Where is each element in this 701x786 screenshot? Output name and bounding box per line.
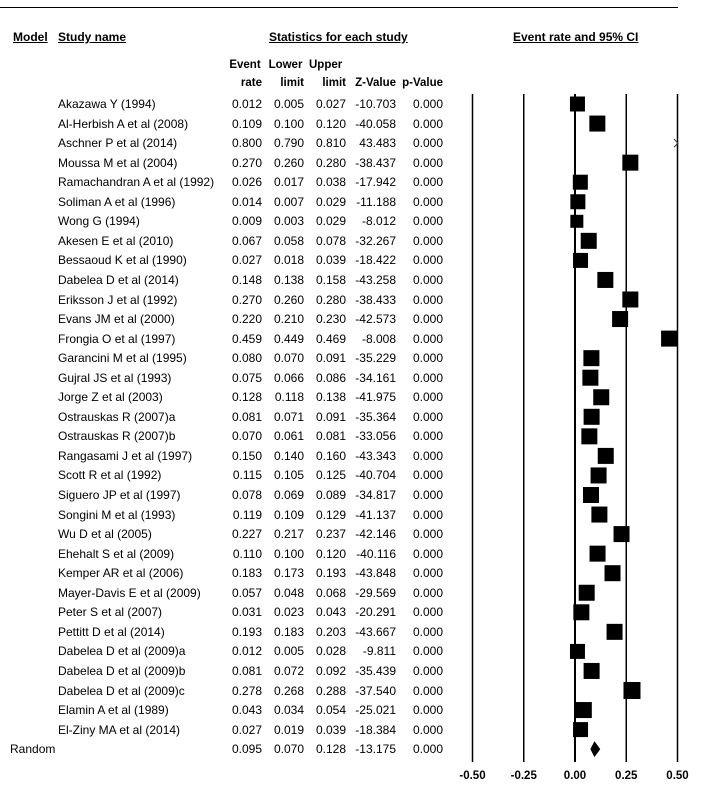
z-value-cell: -29.569 (355, 585, 396, 600)
study-name-cell: Mayer-Davis E et al (2009) (58, 585, 201, 600)
upper-limit-cell: 0.193 (315, 566, 346, 581)
upper-limit-cell: 0.091 (315, 409, 346, 424)
upper-limit-cell: 0.160 (315, 448, 346, 463)
upper-limit-cell: 0.027 (315, 97, 346, 111)
lower-limit-cell: 0.173 (273, 566, 304, 581)
header-model: Model (13, 30, 48, 44)
z-value-cell: -34.817 (355, 488, 396, 502)
study-name-cell: Akazawa Y (1994) (58, 97, 156, 111)
event-rate-cell: 0.110 (232, 546, 262, 561)
study-name-cell: Ostrauskas R (2007)b (58, 429, 176, 444)
upper-limit-cell: 0.086 (315, 370, 346, 385)
upper-limit-cell: 0.125 (315, 468, 346, 483)
lower-limit-cell: 0.071 (273, 409, 304, 424)
lower-limit-cell: 0.100 (273, 546, 304, 561)
lower-limit-cell: 0.072 (273, 663, 304, 678)
z-value-cell: -10.703 (355, 97, 396, 111)
col-header-lower-line1: Lower (268, 59, 303, 71)
summary-upper-limit-cell: 0.128 (315, 742, 346, 757)
z-value-cell: -43.667 (355, 624, 396, 639)
study-marker (573, 604, 589, 620)
lower-limit-cell: 0.449 (273, 331, 304, 346)
p-value-cell: 0.000 (412, 448, 443, 463)
event-rate-cell: 0.800 (231, 136, 262, 151)
p-value-cell: 0.000 (412, 253, 443, 268)
lower-limit-cell: 0.017 (273, 175, 304, 190)
upper-limit-cell: 0.469 (315, 331, 346, 346)
z-value-cell: -35.229 (355, 351, 396, 366)
x-tick-label: 0.00 (563, 770, 587, 782)
p-value-cell: 0.000 (412, 136, 443, 151)
upper-limit-cell: 0.288 (315, 683, 346, 698)
lower-limit-cell: 0.019 (273, 722, 304, 737)
p-value-cell: 0.000 (412, 351, 443, 366)
event-rate-cell: 0.067 (231, 233, 262, 248)
z-value-cell: -35.364 (355, 409, 396, 424)
study-marker (598, 448, 614, 464)
event-rate-cell: 0.078 (231, 488, 262, 502)
col-header-event-rate-line2: rate (240, 77, 262, 89)
study-name-cell: Ramachandran A et al (1992) (58, 175, 215, 190)
study-marker (570, 215, 583, 228)
z-value-cell: 43.483 (359, 136, 396, 151)
study-name-cell: Ostrauskas R (2007)a (58, 409, 176, 424)
p-value-cell: 0.000 (412, 624, 443, 639)
summary-event-rate-cell: 0.095 (231, 742, 262, 757)
study-name-cell: Eriksson J et al (1992) (58, 292, 178, 307)
study-name-cell: Frongia O et al (1997) (58, 331, 176, 346)
study-name-cell: Soliman A et al (1996) (58, 194, 176, 209)
event-rate-cell: 0.150 (231, 448, 262, 463)
lower-limit-cell: 0.210 (273, 312, 304, 327)
lower-limit-cell: 0.034 (273, 703, 304, 718)
study-marker (591, 467, 607, 483)
event-rate-cell: 0.270 (231, 292, 262, 307)
p-value-cell: 0.000 (412, 546, 443, 561)
summary-model-cell: Random (10, 742, 56, 757)
study-marker (589, 116, 605, 132)
col-header-lower-line2: limit (280, 77, 304, 89)
study-marker (591, 507, 607, 523)
p-value-cell: 0.000 (412, 194, 443, 209)
lower-limit-cell: 0.138 (273, 272, 304, 287)
event-rate-cell: 0.270 (231, 155, 262, 170)
study-name-cell: Siguero JP et al (1997) (58, 488, 181, 502)
upper-limit-cell: 0.280 (315, 155, 346, 170)
study-marker (573, 253, 588, 268)
study-name-cell: Rangasami J et al (1997) (58, 448, 193, 463)
header-statistics: Statistics for each study (269, 30, 408, 44)
z-value-cell: -20.291 (355, 605, 396, 620)
header-plot-title: Event rate and 95% CI (513, 30, 639, 44)
study-marker (607, 624, 623, 640)
study-name-cell: Evans JM et al (2000) (58, 312, 175, 327)
lower-limit-cell: 0.790 (273, 136, 304, 151)
z-value-cell: -37.540 (355, 683, 396, 698)
upper-limit-cell: 0.129 (315, 507, 346, 522)
z-value-cell: -32.267 (355, 233, 396, 248)
upper-limit-cell: 0.089 (315, 488, 346, 502)
p-value-cell: 0.000 (412, 468, 443, 483)
upper-limit-cell: 0.028 (315, 644, 346, 659)
study-marker (570, 644, 585, 659)
study-marker (590, 546, 606, 562)
z-value-cell: -42.146 (355, 527, 396, 542)
col-header-event-rate-line1: Event (229, 59, 261, 71)
study-marker (605, 565, 621, 581)
z-value-cell: -18.422 (355, 253, 396, 268)
event-rate-cell: 0.031 (231, 605, 262, 620)
study-marker (593, 389, 609, 405)
event-rate-cell: 0.027 (231, 253, 262, 268)
lower-limit-cell: 0.140 (273, 448, 304, 463)
event-rate-cell: 0.227 (231, 527, 262, 542)
z-value-cell: -42.573 (355, 312, 396, 327)
p-value-cell: 0.000 (412, 331, 443, 346)
z-value-cell: -40.704 (355, 468, 396, 483)
p-value-cell: 0.000 (412, 429, 443, 444)
event-rate-cell: 0.014 (231, 194, 262, 209)
upper-limit-cell: 0.091 (315, 351, 346, 366)
event-rate-cell: 0.080 (231, 351, 262, 366)
z-value-cell: -25.021 (355, 703, 396, 718)
study-name-cell: Scott R et al (1992) (58, 468, 162, 483)
lower-limit-cell: 0.003 (273, 214, 304, 229)
p-value-cell: 0.000 (412, 97, 443, 111)
study-marker (582, 370, 598, 386)
lower-limit-cell: 0.109 (273, 507, 304, 522)
lower-limit-cell: 0.005 (273, 97, 304, 111)
z-value-cell: -35.439 (355, 663, 396, 678)
p-value-cell: 0.000 (412, 722, 443, 737)
lower-limit-cell: 0.058 (273, 233, 304, 248)
upper-limit-cell: 0.092 (315, 663, 346, 678)
p-value-cell: 0.000 (412, 507, 443, 522)
study-name-cell: Jorge Z et al (2003) (58, 390, 163, 405)
col-header-p-value: p-Value (402, 77, 443, 89)
summary-lower-limit-cell: 0.070 (273, 742, 304, 757)
upper-limit-cell: 0.120 (315, 546, 346, 561)
p-value-cell: 0.000 (412, 585, 443, 600)
p-value-cell: 0.000 (412, 155, 443, 170)
event-rate-cell: 0.183 (231, 566, 262, 581)
z-value-cell: -43.848 (355, 566, 396, 581)
upper-limit-cell: 0.039 (315, 722, 346, 737)
study-name-cell: Kemper AR et al (2006) (58, 566, 184, 581)
p-value-cell: 0.000 (412, 214, 443, 229)
study-marker (614, 526, 630, 542)
study-name-cell: Bessaoud K et al (1990) (58, 253, 187, 268)
upper-limit-cell: 0.078 (315, 233, 346, 248)
study-name-cell: Gujral JS et al (1993) (58, 370, 172, 385)
study-name-cell: Al-Herbish A et al (2008) (58, 116, 189, 131)
event-rate-cell: 0.009 (231, 214, 262, 229)
study-marker (573, 722, 588, 737)
study-name-cell: Ehehalt S et al (2009) (58, 546, 175, 561)
x-tick-label: -0.25 (510, 770, 537, 782)
z-value-cell: -43.258 (355, 272, 396, 287)
z-value-cell: -33.056 (355, 429, 396, 444)
upper-limit-cell: 0.081 (315, 429, 346, 444)
study-marker (623, 682, 640, 699)
event-rate-cell: 0.115 (232, 468, 262, 483)
upper-limit-cell: 0.068 (315, 585, 346, 600)
event-rate-cell: 0.012 (231, 644, 262, 659)
study-name-cell: Wu D et al (2005) (58, 527, 152, 542)
event-rate-cell: 0.081 (231, 409, 262, 424)
col-header-upper-line2: limit (322, 77, 346, 89)
p-value-cell: 0.000 (412, 390, 443, 405)
lower-limit-cell: 0.118 (274, 390, 304, 405)
z-value-cell: -17.942 (355, 175, 396, 190)
study-marker (570, 97, 585, 112)
event-rate-cell: 0.070 (231, 429, 262, 444)
header-study-name: Study name (58, 30, 127, 44)
z-value-cell: -41.975 (355, 390, 396, 405)
study-marker (583, 350, 599, 366)
summary-p-value-cell: 0.000 (412, 742, 443, 757)
event-rate-cell: 0.128 (231, 390, 262, 405)
study-name-cell: Aschner P et al (2014) (58, 136, 178, 151)
z-value-cell: -34.161 (355, 370, 396, 385)
z-value-cell: -38.433 (355, 292, 396, 307)
study-marker (576, 702, 592, 718)
upper-limit-cell: 0.054 (315, 703, 346, 718)
study-name-cell: Garancini M et al (1995) (58, 351, 187, 366)
study-marker (570, 194, 585, 209)
p-value-cell: 0.000 (412, 292, 443, 307)
study-marker (579, 585, 595, 601)
p-value-cell: 0.000 (412, 370, 443, 385)
p-value-cell: 0.000 (412, 527, 443, 542)
summary-diamond (590, 741, 600, 757)
lower-limit-cell: 0.260 (273, 155, 304, 170)
event-rate-cell: 0.027 (231, 722, 262, 737)
col-header-upper-line1: Upper (309, 59, 343, 71)
study-marker (622, 292, 638, 308)
upper-limit-cell: 0.039 (315, 253, 346, 268)
event-rate-cell: 0.081 (231, 663, 262, 678)
x-tick-label: 0.25 (615, 770, 638, 782)
study-marker (581, 428, 597, 444)
event-rate-cell: 0.148 (231, 272, 262, 287)
p-value-cell: 0.000 (412, 312, 443, 327)
z-value-cell: -41.137 (355, 507, 396, 522)
p-value-cell: 0.000 (412, 409, 443, 424)
upper-limit-cell: 0.203 (315, 624, 346, 639)
z-value-cell: -11.188 (356, 194, 396, 209)
p-value-cell: 0.000 (412, 272, 443, 287)
p-value-cell: 0.000 (412, 566, 443, 581)
z-value-cell: -43.343 (355, 448, 396, 463)
p-value-cell: 0.000 (412, 703, 443, 718)
event-rate-cell: 0.043 (231, 703, 262, 718)
lower-limit-cell: 0.070 (273, 351, 304, 366)
p-value-cell: 0.000 (412, 175, 443, 190)
x-tick-label: 0.50 (666, 770, 689, 782)
z-value-cell: -8.012 (361, 214, 396, 229)
lower-limit-cell: 0.100 (273, 116, 304, 131)
upper-limit-cell: 0.038 (315, 175, 346, 190)
lower-limit-cell: 0.018 (273, 253, 304, 268)
event-rate-cell: 0.220 (231, 312, 262, 327)
lower-limit-cell: 0.183 (273, 624, 304, 639)
study-name-cell: Peter S et al (2007) (58, 605, 163, 620)
study-marker (581, 233, 597, 249)
study-name-cell: Songini M et al (1993) (58, 507, 176, 522)
z-value-cell: -8.008 (361, 331, 396, 346)
study-marker (597, 272, 613, 288)
p-value-cell: 0.000 (412, 116, 443, 131)
p-value-cell: 0.000 (412, 605, 443, 620)
p-value-cell: 0.000 (412, 233, 443, 248)
study-name-cell: Moussa M et al (2004) (58, 155, 178, 170)
event-rate-cell: 0.012 (231, 97, 262, 111)
z-value-cell: -18.384 (355, 722, 396, 737)
study-marker (661, 331, 677, 347)
study-name-cell: Dabelea D et al (2009)b (58, 663, 186, 678)
x-tick-label: -0.50 (459, 770, 486, 782)
lower-limit-cell: 0.260 (273, 292, 304, 307)
lower-limit-cell: 0.005 (273, 644, 304, 659)
p-value-cell: 0.000 (412, 488, 443, 502)
study-name-cell: Akesen E et al (2010) (58, 233, 174, 248)
p-value-cell: 0.000 (412, 683, 443, 698)
study-name-cell: Dabelea D et al (2014) (58, 272, 179, 287)
study-name-cell: Elamin A et al (1989) (58, 703, 169, 718)
event-rate-cell: 0.026 (231, 175, 262, 190)
z-value-cell: -40.116 (356, 546, 396, 561)
col-header-z-value: Z-Value (355, 77, 396, 89)
study-name-cell: Dabelea D et al (2009)c (58, 683, 185, 698)
study-name-cell: Dabelea D et al (2009)a (58, 644, 186, 659)
event-rate-cell: 0.109 (231, 116, 262, 131)
event-rate-cell: 0.459 (231, 331, 262, 346)
upper-limit-cell: 0.280 (315, 292, 346, 307)
event-rate-cell: 0.057 (231, 585, 262, 600)
p-value-cell: 0.000 (412, 663, 443, 678)
lower-limit-cell: 0.069 (273, 488, 304, 502)
upper-limit-cell: 0.237 (315, 527, 346, 542)
p-value-cell: 0.000 (412, 644, 443, 659)
study-marker (573, 175, 588, 190)
event-rate-cell: 0.193 (231, 624, 262, 639)
upper-limit-cell: 0.029 (315, 194, 346, 209)
upper-limit-cell: 0.120 (315, 116, 346, 131)
upper-limit-cell: 0.230 (315, 312, 346, 327)
study-marker (622, 155, 638, 171)
event-rate-cell: 0.075 (231, 370, 262, 385)
upper-limit-cell: 0.158 (315, 272, 346, 287)
upper-limit-cell: 0.810 (315, 136, 346, 151)
lower-limit-cell: 0.066 (273, 370, 304, 385)
lower-limit-cell: 0.105 (273, 468, 304, 483)
lower-limit-cell: 0.048 (273, 585, 304, 600)
lower-limit-cell: 0.061 (273, 429, 304, 444)
study-marker (584, 663, 600, 679)
study-marker (612, 311, 628, 327)
study-marker (583, 487, 599, 503)
upper-limit-cell: 0.029 (315, 214, 346, 229)
event-rate-cell: 0.278 (231, 683, 262, 698)
summary-z-value-cell: -13.175 (355, 742, 396, 757)
study-name-cell: Wong G (1994) (58, 214, 140, 229)
event-rate-cell: 0.119 (232, 507, 262, 522)
study-marker (584, 409, 600, 425)
lower-limit-cell: 0.007 (273, 194, 304, 209)
study-name-cell: El-Ziny MA et al (2014) (58, 722, 181, 737)
study-name-cell: Pettitt D et al (2014) (58, 624, 165, 639)
lower-limit-cell: 0.023 (273, 605, 304, 620)
upper-limit-cell: 0.138 (315, 390, 346, 405)
z-value-cell: -38.437 (355, 155, 396, 170)
z-value-cell: -9.811 (362, 644, 396, 659)
lower-limit-cell: 0.217 (273, 527, 304, 542)
lower-limit-cell: 0.268 (273, 683, 304, 698)
upper-limit-cell: 0.043 (315, 605, 346, 620)
z-value-cell: -40.058 (355, 116, 396, 131)
